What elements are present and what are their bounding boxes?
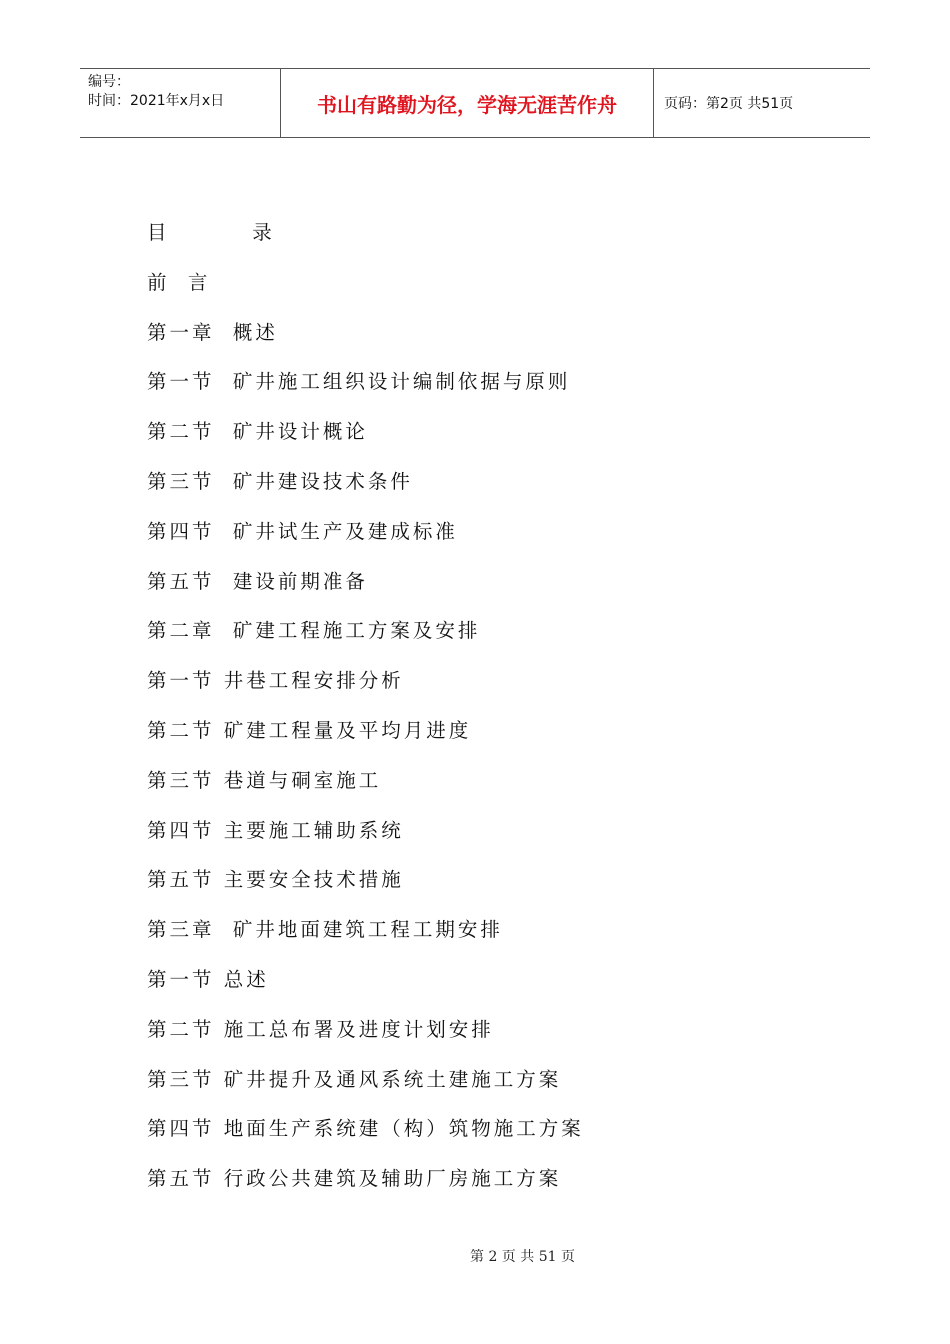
toc-entry: 第一节 井巷工程安排分析: [147, 669, 404, 693]
toc-entry: 第一节 总述: [147, 967, 269, 991]
toc-entry: 第五节 主要安全技术措施: [147, 868, 404, 892]
toc-entry: 第五节 行政公共建筑及辅助厂房施工方案: [147, 1167, 562, 1191]
header-page-info: 页码：第2页 共51页: [664, 96, 794, 112]
toc-entry: 第一节 矿井施工组织设计编制依据与原则: [147, 370, 571, 394]
toc-title: 目 录: [147, 221, 275, 244]
doc-number-label: 编号：: [88, 74, 130, 90]
toc-entry: 第五节 建设前期准备: [147, 569, 368, 593]
header-motto: 书山有路勤为径，学海无涯苦作舟: [281, 69, 654, 137]
toc-entry: 第四节 矿井试生产及建成标准: [147, 519, 458, 543]
toc-entry: 第三章 矿井地面建筑工程工期安排: [147, 918, 503, 942]
toc-entry: 第四节 主要施工辅助系统: [147, 818, 404, 842]
header-meta: [80, 69, 281, 137]
toc-entry: 第四节 地面生产系统建（构）筑物施工方案: [147, 1117, 584, 1141]
toc-entry: 前 言: [147, 270, 211, 294]
toc-entry: 第二节 矿建工程量及平均月进度: [147, 718, 472, 742]
table-of-contents: [147, 215, 847, 1211]
date-label: 时间：2021年x月x日: [88, 93, 225, 109]
toc-entry: 第二章 矿建工程施工方案及安排: [147, 619, 481, 643]
toc-entry: 第二节 矿井设计概论: [147, 420, 368, 444]
page-header: [80, 68, 870, 138]
toc-entry: 第三节 矿井提升及通风系统土建施工方案: [147, 1067, 562, 1091]
toc-entry: 第一章 概述: [147, 320, 278, 344]
toc-entry: 第三节 巷道与硐室施工: [147, 768, 382, 792]
page-footer: 第 2 页 共 51 页: [470, 1249, 575, 1265]
toc-entry: 第二节 施工总布署及进度计划安排: [147, 1017, 494, 1041]
toc-entry: 第三节 矿井建设技术条件: [147, 469, 413, 493]
